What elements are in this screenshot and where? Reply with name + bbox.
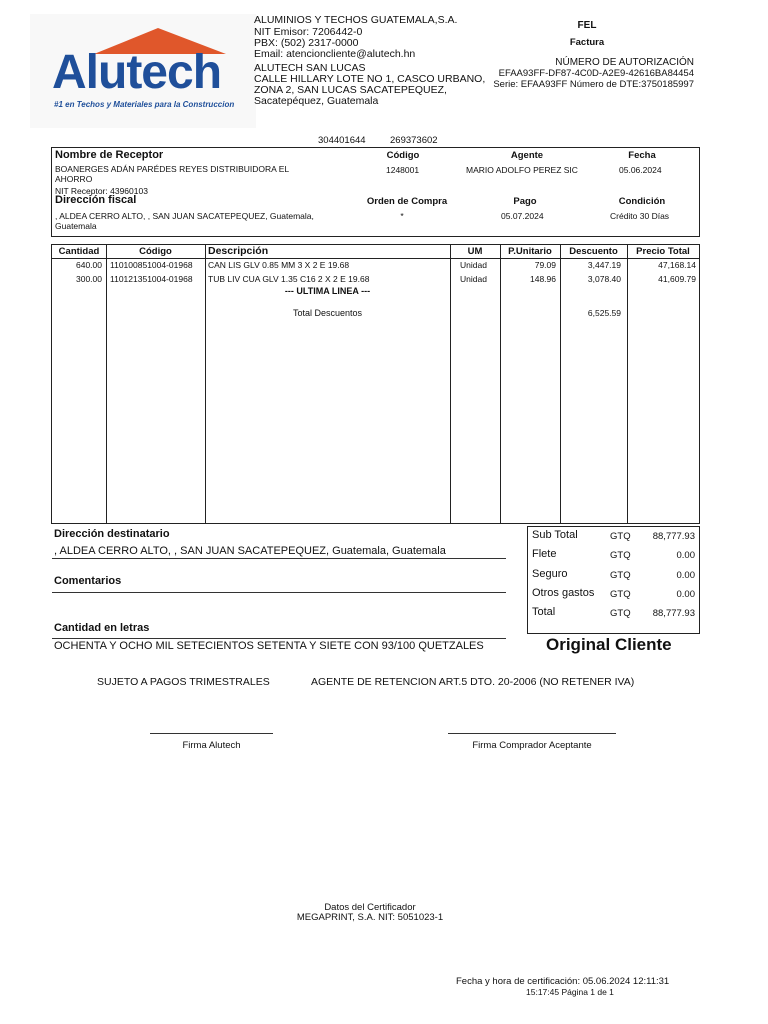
row2-description: TUB LIV CUA GLV 1.35 C16 2 X 2 E 19.68 <box>208 274 370 284</box>
certification-datetime: Fecha y hora de certificación: 05.06.2024 12:11:31 <box>456 976 670 987</box>
other-charges-currency: GTQ <box>610 589 631 600</box>
subtotal-value: 88,777.93 <box>652 531 695 542</box>
receptor-nit: NIT Receptor: 43960103 <box>55 186 148 196</box>
other-charges-value: 0.00 <box>676 589 695 600</box>
signature-line-alutech <box>150 733 273 734</box>
row1-description: CAN LIS GLV 0.85 MM 3 X 2 E 19.68 <box>208 260 350 270</box>
last-line-marker: --- ULTIMA LINEA --- <box>284 286 371 296</box>
other-charges-label: Otros gastos <box>532 587 595 599</box>
row1-discount: 3,447.19 <box>587 260 621 270</box>
subtotal-label: Sub Total <box>532 529 578 541</box>
row2-discount: 3,078.40 <box>587 274 621 284</box>
col-header-um: UM <box>467 246 483 257</box>
signature-line-buyer <box>448 733 616 734</box>
row2-qty: 300.00 <box>76 274 102 284</box>
amount-in-words: OCHENTA Y OCHO MIL SETECIENTOS SETENTA Y SIETE CON 93/100 QUETZALES <box>54 640 484 652</box>
grand-total-value: 88,777.93 <box>652 608 695 619</box>
insurance-value: 0.00 <box>676 570 695 581</box>
col-header-total: Precio Total <box>636 246 690 257</box>
insurance-currency: GTQ <box>610 570 631 581</box>
row1-qty: 640.00 <box>76 260 102 270</box>
totals-box <box>527 526 700 634</box>
payment-header: Pago <box>513 196 537 207</box>
auth-number: EFAA93FF-DF87-4C0D-A2E9-42616BA84454 <box>498 68 694 79</box>
delivery-underline <box>52 558 506 559</box>
row1-um: Unidad <box>460 260 487 270</box>
freight-value: 0.00 <box>676 550 695 561</box>
comments-underline <box>52 592 506 593</box>
company-nit: NIT Emisor: 7206442-0 <box>254 26 363 38</box>
invoice-date: 05.06.2024 <box>619 165 662 175</box>
row2-unit-price: 148.96 <box>530 274 556 284</box>
col-header-discount: Descuento <box>569 246 618 257</box>
items-table <box>51 244 700 524</box>
fiscal-address-header: Dirección fiscal <box>55 194 137 206</box>
certifier-label: Datos del Certificador <box>324 902 416 913</box>
col-header-code: Código <box>139 246 172 257</box>
payment-condition: Crédito 30 Días <box>610 211 670 221</box>
grand-total-currency: GTQ <box>610 608 631 619</box>
logo-tagline: #1 en Techos y Materiales para la Construccion <box>54 100 235 109</box>
receptor-code: 1248001 <box>386 165 420 175</box>
receptor-code-header: Código <box>386 150 420 161</box>
retention-note: AGENTE DE RETENCION ART.5 DTO. 20-2006 (NO RETENER IVA) <box>311 676 635 688</box>
company-address-line2: ZONA 2, SAN LUCAS SACATEPEQUEZ, <box>254 84 447 96</box>
freight-label: Flete <box>532 548 557 560</box>
auth-label: NÚMERO DE AUTORIZACIÓN <box>555 57 694 68</box>
signature-label-alutech: Firma Alutech <box>182 740 241 751</box>
company-logo <box>30 14 256 128</box>
agent-name: MARIO ADOLFO PEREZ SIC <box>466 165 578 175</box>
company-address-line3: Sacatepéquez, Guatemala <box>254 95 379 107</box>
receptor-box <box>51 147 700 237</box>
comments-header: Comentarios <box>54 575 122 587</box>
payment-date: 05.07.2024 <box>501 211 544 221</box>
fel-title: FEL <box>577 20 597 31</box>
logo-wordmark: Alutech <box>52 46 222 99</box>
insurance-label: Seguro <box>532 568 568 580</box>
company-address-line1: CALLE HILLARY LOTE NO 1, CASCO URBANO, <box>254 73 486 85</box>
subtotal-currency: GTQ <box>610 531 631 542</box>
page-info: 15:17:45 Página 1 de 1 <box>526 987 614 997</box>
fiscal-address: , ALDEA CERRO ALTO, , SAN JUAN SACATEPEQUEZ, Guatemala, Guatemala <box>55 211 314 231</box>
delivery-address: , ALDEA CERRO ALTO, , SAN JUAN SACATEPEQUEZ, Guatemala, Guatemala <box>54 545 446 557</box>
payment-note: SUJETO A PAGOS TRIMESTRALES <box>97 676 270 688</box>
freight-currency: GTQ <box>610 550 631 561</box>
purchase-order: * <box>400 211 404 221</box>
condition-header: Condición <box>618 196 666 207</box>
signature-label-buyer: Firma Comprador Aceptante <box>472 740 592 751</box>
total-discounts-value: 6,525.59 <box>587 308 621 318</box>
col-header-unit-price: P.Unitario <box>508 246 552 257</box>
row2-um: Unidad <box>460 274 487 284</box>
total-discounts-label: Total Descuentos <box>292 308 363 318</box>
grand-total-label: Total <box>532 606 556 618</box>
company-branch: ALUTECH SAN LUCAS <box>254 62 366 74</box>
words-underline <box>52 638 506 639</box>
amount-words-header: Cantidad en letras <box>54 622 150 634</box>
receptor-name: BOANERGES ADÁN PARÉDES REYES DISTRIBUIDORA EL AHORRO <box>55 164 289 184</box>
company-name: ALUMINIOS Y TECHOS GUATEMALA,S.A. <box>254 14 458 26</box>
date-header: Fecha <box>628 150 656 161</box>
copy-label: Original Cliente <box>546 635 672 654</box>
row1-total: 47,168.14 <box>658 260 696 270</box>
reference-number-1: 304401644 <box>318 135 366 146</box>
row2-total: 41,609.79 <box>658 274 696 284</box>
row1-code: 110100851004-01968 <box>110 260 193 270</box>
reference-number-2: 269373602 <box>390 135 438 146</box>
receptor-name-header: Nombre de Receptor <box>55 149 164 161</box>
delivery-address-header: Dirección destinatario <box>54 528 170 540</box>
dte-series: Serie: EFAA93FF Número de DTE:3750185997 <box>493 79 694 90</box>
fel-doc-type: Factura <box>569 37 605 48</box>
purchase-order-header: Orden de Compra <box>366 196 448 207</box>
col-header-qty: Cantidad <box>58 246 100 257</box>
certifier-name: MEGAPRINT, S.A. NIT: 5051023-1 <box>296 912 444 923</box>
company-pbx: PBX: (502) 2317-0000 <box>254 37 359 49</box>
row2-code: 110121351004-01968 <box>110 274 193 284</box>
col-header-description: Descripción <box>208 245 269 257</box>
company-email: Email: atencioncliente@alutech.hn <box>254 48 416 60</box>
agent-header: Agente <box>510 150 544 161</box>
row1-unit-price: 79.09 <box>534 260 556 270</box>
